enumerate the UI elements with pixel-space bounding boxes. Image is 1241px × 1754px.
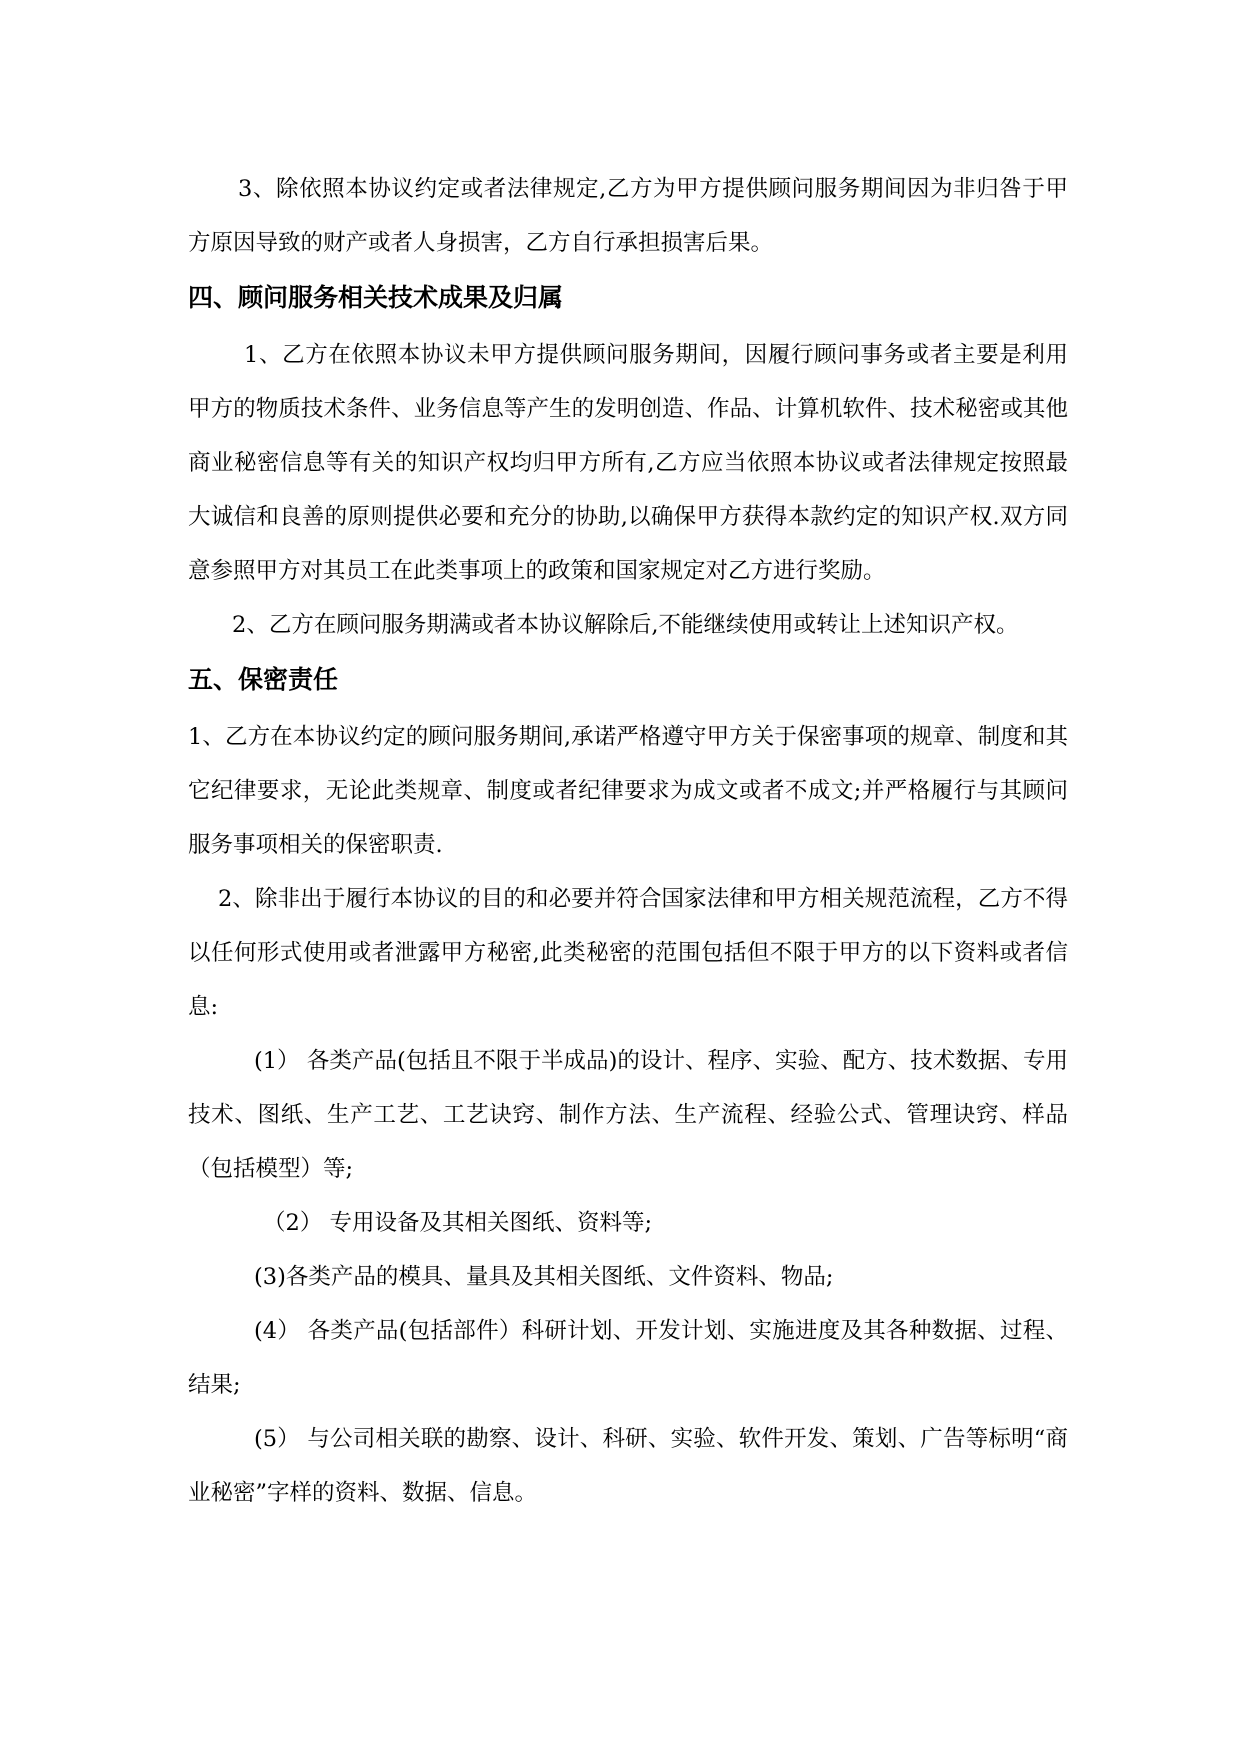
clause-5-2: 2、除非出于履行本协议的目的和必要并符合国家法律和甲方相关规范流程，乙方不得以任何形式使用或者泄露甲方秘密,此类秘密的范围包括但不限于甲方的以下资料或者信息: xyxy=(188,886,1068,1020)
clause-5-1: 1、乙方在本协议约定的顾问服务期间,承诺严格遵守甲方关于保密事项的规章、制度和其它纪律要求，无论此类规章、制度或者纪律要求为成文或者不成文;并严格履行与其顾问服务事项相关的保密职责. xyxy=(188,724,1068,858)
clause-5-2-sub-5: (5） 与公司相关联的勘察、设计、科研、实验、软件开发、策划、广告等标明“商业秘密”字样的资料、数据、信息。 xyxy=(188,1426,1068,1506)
section-five-heading: 五、保密责任 xyxy=(188,665,339,694)
clause-3-3: 3、除依照本协议约定或者法律规定,乙方为甲方提供顾问服务期间因为非归咎于甲方原因导致的财产或者人身损害，乙方自行承担损害后果。 xyxy=(188,176,1068,256)
clause-4-2: 2、乙方在顾问服务期满或者本协议解除后,不能继续使用或转让上述知识产权。 xyxy=(232,612,1019,638)
clause-5-2-sub-3: (3)各类产品的模具、量具及其相关图纸、文件资料、物品; xyxy=(254,1264,834,1290)
clause-5-2-sub-1: (1） 各类产品(包括且不限于半成品)的设计、程序、实验、配方、技术数据、专用技术、图纸、生产工艺、工艺诀窍、制作方法、生产流程、经验公式、管理诀窍、样品（包括模型）等; xyxy=(188,1048,1068,1182)
section-four-heading: 四、顾问服务相关技术成果及归属 xyxy=(188,283,564,312)
clause-5-2-sub-2: （2） 专用设备及其相关图纸、资料等; xyxy=(263,1210,653,1236)
clause-4-1: 1、乙方在依照本协议未甲方提供顾问服务期间，因履行顾问事务或者主要是利用甲方的物质技术条件、业务信息等产生的发明创造、作品、计算机软件、技术秘密或其他商业秘密信息等有关的知识产权均归甲方所有,乙方应当依照本协议或者法律规定按照最大诚信和良善的原则提供必要和充分的协助,以确保甲方获得本款约定的知识产权.双方同意参照甲方对其员工在此类事项上的政策和国家规定对乙方进行奖励。 xyxy=(188,342,1068,584)
document-page xyxy=(188,162,1068,1520)
clause-5-2-sub-4: (4） 各类产品(包括部件）科研计划、开发计划、实施进度及其各种数据、过程、结果; xyxy=(188,1318,1068,1398)
